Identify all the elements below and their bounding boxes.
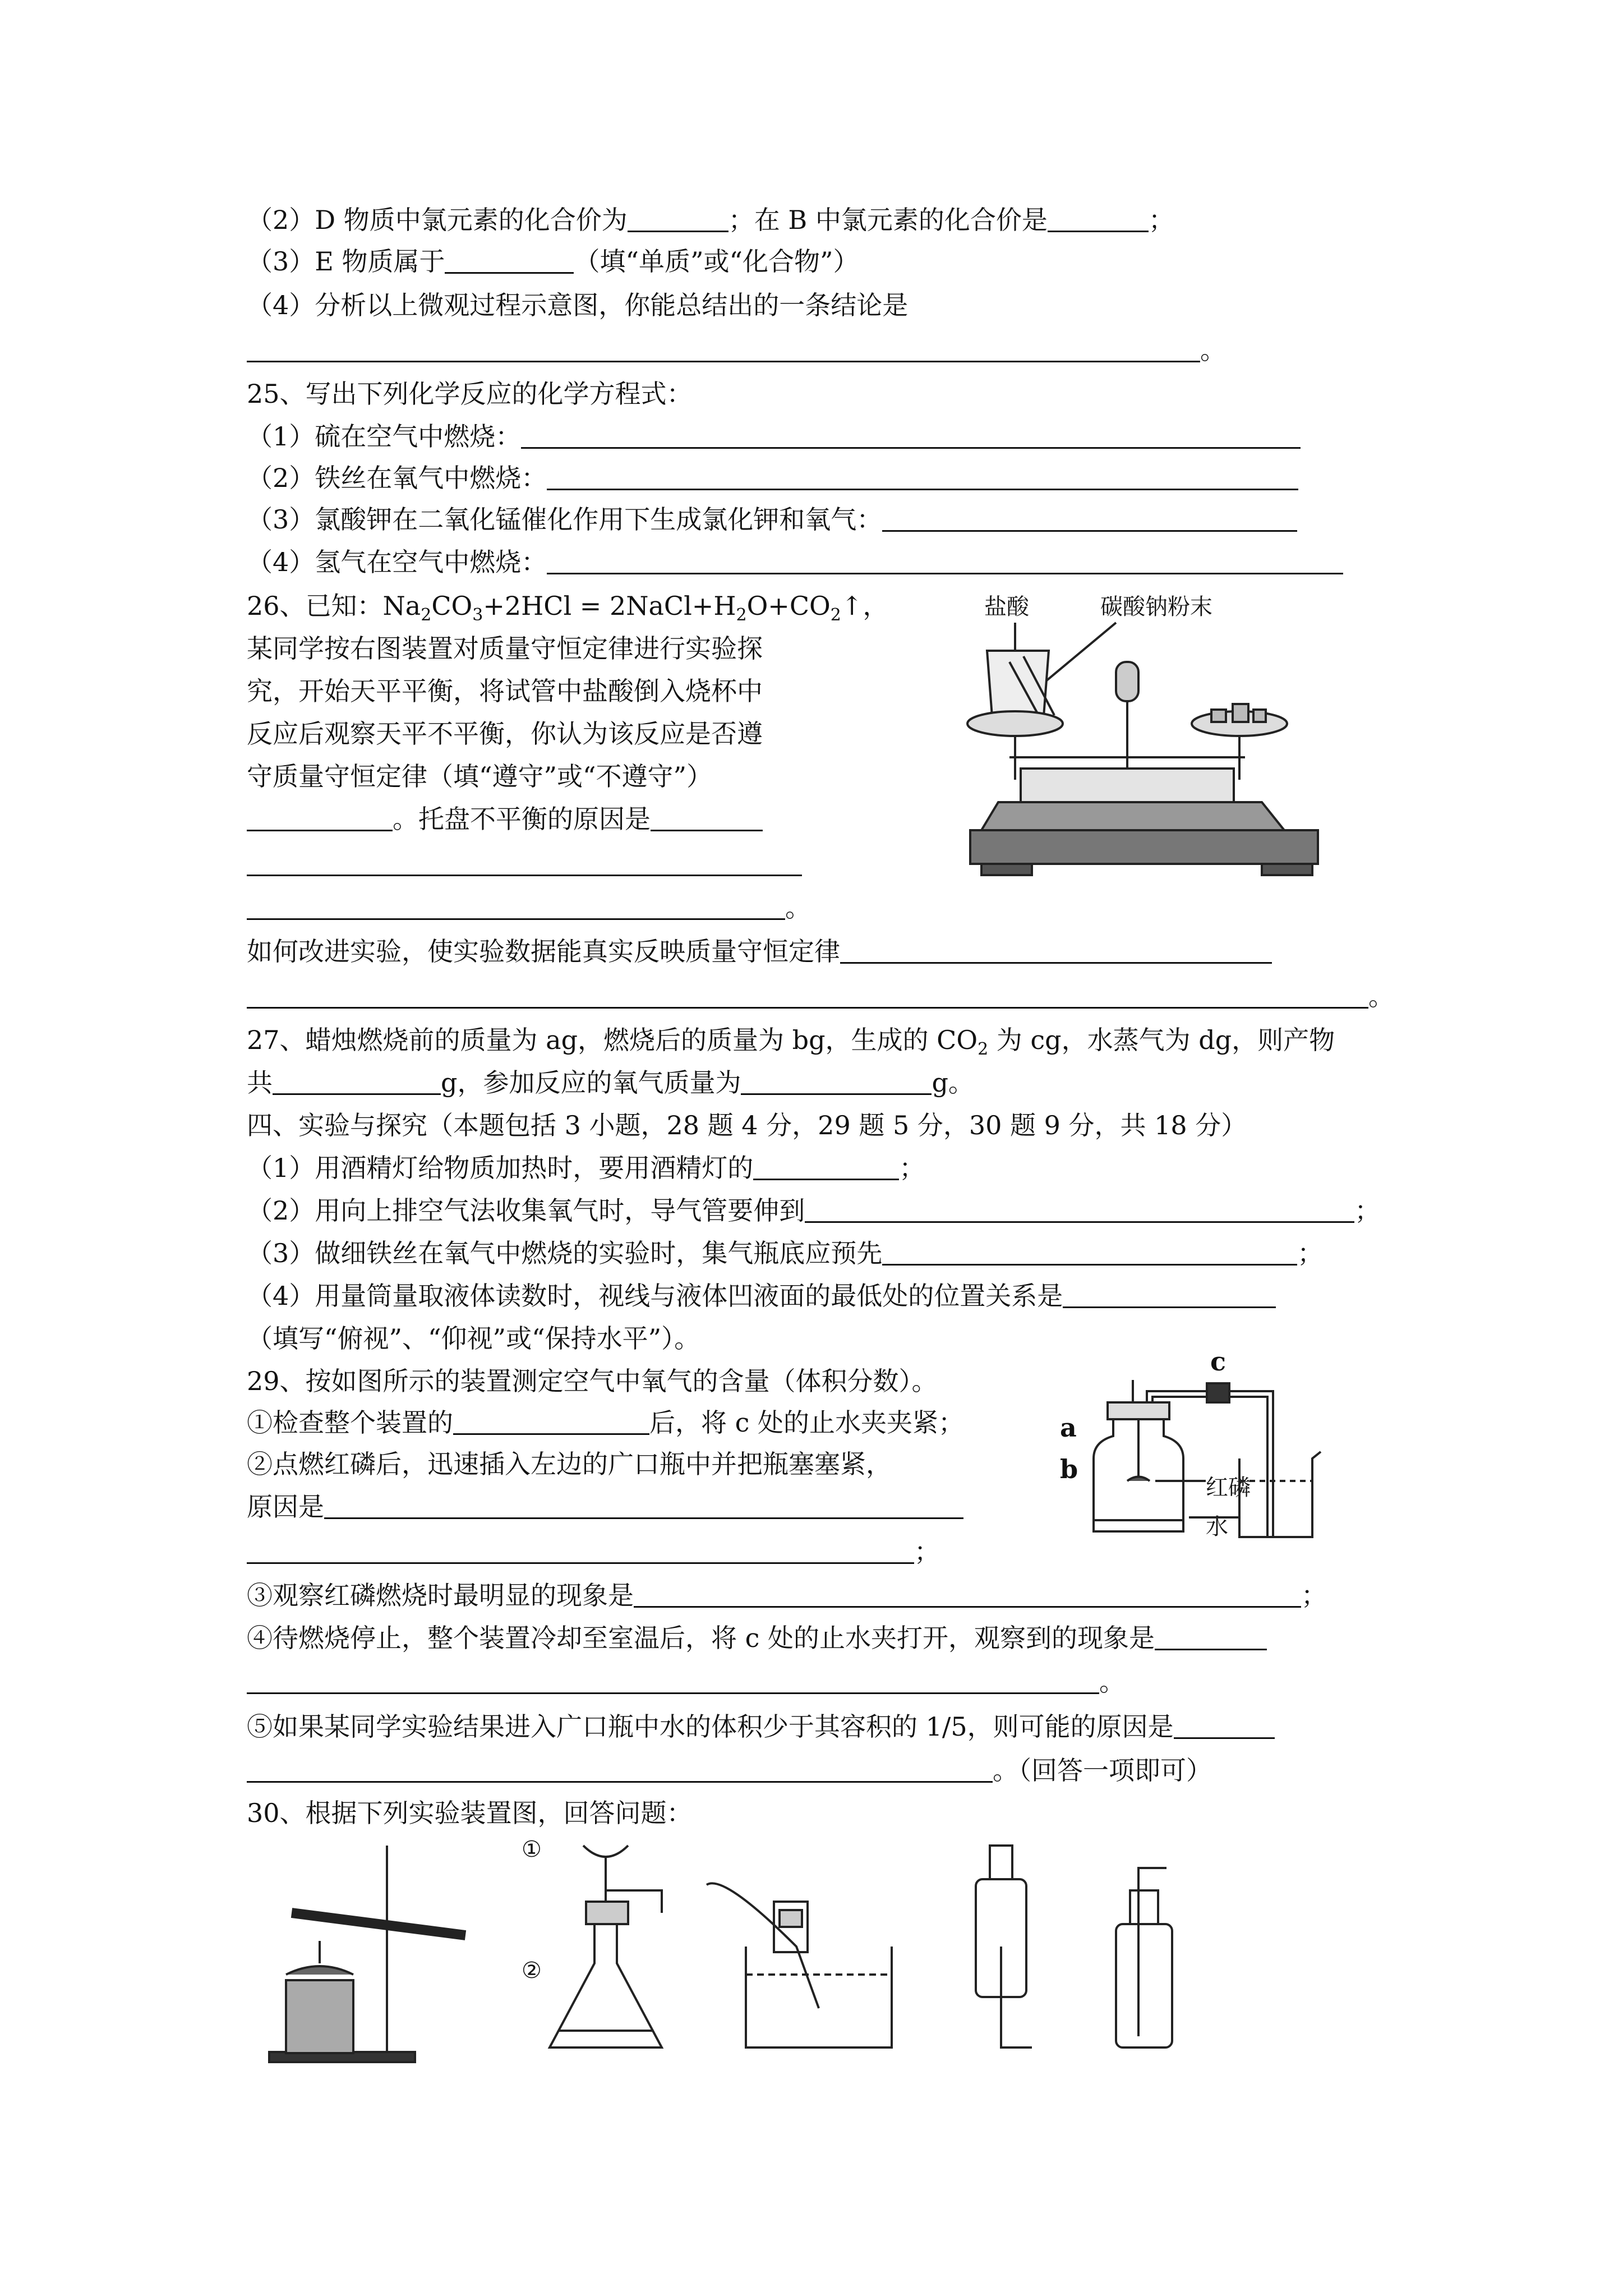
q26-improve-2: 。: [247, 978, 1394, 1014]
label-sodium-carbonate-powder: 碳酸钠粉末: [1100, 594, 1212, 620]
q29-step-2-reason: 原因是: [247, 1489, 963, 1525]
answer-blank[interactable]: [445, 246, 574, 274]
q29-step-1: ①检查整个装置的 后，将 c 处的止水夹夹紧；: [247, 1407, 965, 1438]
q29-step-2-line: ；: [247, 1534, 940, 1570]
q26-improve: 如何改进实验，使实验数据能真实反映质量守恒定律: [247, 933, 1272, 969]
answer-blank[interactable]: [247, 981, 1368, 1009]
marker-1: ①: [522, 1837, 542, 1862]
q29-step-5-line: 。（回答一项即可）: [247, 1752, 1212, 1788]
q26-line-3: 究，开始天平平衡，将试管中盐酸倒入烧杯中: [247, 676, 763, 706]
q25-item-1: （1）硫在空气中燃烧：: [247, 418, 1301, 454]
q28-item-3: （3）做细铁丝在氧气中燃烧的实验时，集气瓶底应预先 ；: [247, 1238, 1324, 1268]
answer-blank[interactable]: [247, 804, 393, 831]
answer-blank[interactable]: [741, 1068, 932, 1095]
marker-2: ②: [522, 1958, 542, 1984]
answer-blank[interactable]: [521, 421, 1301, 449]
q25-item-3: （3）氯酸钾在二氧化锰催化作用下生成氯化钾和氧气：: [247, 501, 1297, 537]
q26-line-4: 反应后观察天平不平衡，你认为该反应是否遵: [247, 719, 763, 749]
answer-blank[interactable]: [547, 547, 1343, 574]
q26-line-2: 某同学按右图装置对质量守恒定律进行实验探: [247, 633, 763, 664]
oxygen-apparatus-figure: [1049, 1346, 1380, 1559]
q26-line-8: 。: [247, 890, 811, 926]
answer-blank[interactable]: [247, 1755, 993, 1783]
label-red-phosphorus: 红磷: [1206, 1475, 1251, 1501]
answer-blank[interactable]: [547, 463, 1298, 490]
q29-step-5: ⑤如果某同学实验结果进入广口瓶中水的体积少于其容积的 1/5，则可能的原因是: [247, 1709, 1275, 1745]
q24-line-2: （2）D 物质中氯元素的化合价为 ；在 B 中氯元素的化合价是 ；: [247, 205, 1174, 235]
section-4-title: 四、实验与探究（本题包括 3 小题，28 题 4 分，29 题 5 分，30 题 9 分，共 18 分）: [247, 1110, 1247, 1140]
label-b: b: [1060, 1454, 1078, 1484]
answer-blank[interactable]: [247, 335, 1200, 362]
answer-blank[interactable]: [1174, 1711, 1275, 1739]
label-c: c: [1210, 1346, 1227, 1377]
oxygen-apparatus-drawing: [1049, 1346, 1380, 1559]
answer-blank[interactable]: [247, 1667, 1099, 1694]
q25-title: 25、写出下列化学反应的化学方程式：: [247, 379, 693, 409]
q29-step-4: ④待燃烧停止，整个装置冷却至室温后，将 c 处的止水夹打开，观察到的现象是: [247, 1620, 1267, 1656]
q26-line-5: 守质量守恒定律（填“遵守”或“不遵守”）: [247, 761, 713, 792]
q24-line-3: （3）E 物质属于 （填“单质”或“化合物”）: [247, 246, 859, 277]
q25-item-2: （2）铁丝在氧气中燃烧：: [247, 460, 1298, 496]
q28-item-4: （4）用量筒量取液体读数时，视线与液体凹液面的最低处的位置关系是: [247, 1278, 1276, 1314]
lab-apparatus-row: [258, 1834, 1301, 2070]
answer-blank[interactable]: [247, 892, 785, 920]
answer-blank[interactable]: [651, 804, 763, 831]
answer-blank[interactable]: [247, 1536, 914, 1564]
answer-blank[interactable]: [753, 1153, 899, 1180]
answer-blank[interactable]: [628, 205, 728, 232]
answer-blank[interactable]: [247, 849, 802, 876]
answer-blank[interactable]: [840, 936, 1272, 964]
answer-blank[interactable]: [1155, 1623, 1267, 1650]
lab-apparatus-drawing: [258, 1834, 1301, 2070]
answer-blank[interactable]: [1063, 1281, 1276, 1308]
q30-title: 30、根据下列实验装置图，回答问题：: [247, 1798, 693, 1828]
q24-line-4: （4）分析以上微观过程示意图，你能总结出的一条结论是: [247, 290, 909, 320]
q28-item-2: （2）用向上排空气法收集氧气时，导气管要伸到 ；: [247, 1195, 1381, 1226]
label-water: 水: [1206, 1514, 1228, 1540]
q27-line-2: 共 g，参加反应的氧气质量为 g。: [247, 1068, 974, 1098]
q27-line-1: 27、蜡烛燃烧前的质量为 ag，燃烧后的质量为 bg，生成的 $CO_2$ 为 cg，水蒸气为 dg，则产物: [247, 1025, 1335, 1060]
balance-figure: [948, 589, 1352, 892]
answer-blank[interactable]: [805, 1195, 1354, 1223]
answer-blank[interactable]: [1048, 205, 1149, 232]
q29-step-4-line: 。: [247, 1664, 1125, 1700]
q29-step-3: ③观察红磷燃烧时最明显的现象是 ；: [247, 1580, 1327, 1611]
answer-blank[interactable]: [882, 504, 1297, 532]
q28-item-1: （1）用酒精灯给物质加热时，要用酒精灯的 ；: [247, 1153, 925, 1183]
q25-item-4: （4）氢气在空气中燃烧：: [247, 544, 1343, 580]
label-hydrochloric-acid: 盐酸: [984, 594, 1029, 620]
answer-blank[interactable]: [324, 1492, 963, 1519]
q29-step-2: ②点燃红磷后，迅速插入左边的广口瓶中并把瓶塞塞紧，: [247, 1449, 892, 1479]
balance-drawing: [948, 589, 1352, 892]
q26-equation: 26、已知：$Na_2CO_3+2HCl$ = $2NaCl+H_2O+CO_2↑$，: [247, 591, 889, 625]
q28-item-4-note: （填写“俯视”、“仰视”或“保持水平”）。: [247, 1323, 700, 1354]
label-a: a: [1060, 1412, 1077, 1443]
answer-blank[interactable]: [882, 1238, 1297, 1266]
answer-blank[interactable]: [453, 1407, 649, 1435]
q24-line-5: 。: [247, 332, 1226, 368]
q26-line-6: 。托盘不平衡的原因是: [247, 801, 763, 837]
q26-line-7: [247, 846, 802, 882]
answer-blank[interactable]: [634, 1580, 1301, 1608]
answer-blank[interactable]: [273, 1068, 441, 1095]
q29-title: 29、按如图所示的装置测定空气中氧气的含量（体积分数）。: [247, 1366, 938, 1396]
